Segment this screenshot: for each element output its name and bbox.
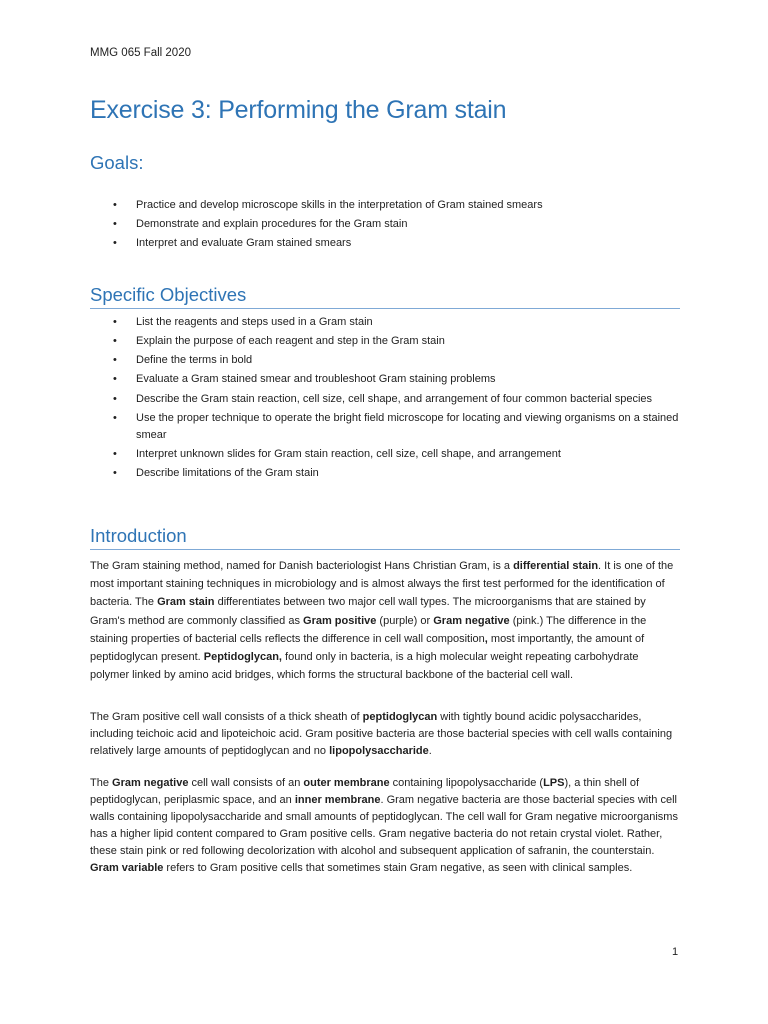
introduction-heading: Introduction — [90, 525, 680, 550]
list-item: • Demonstrate and explain procedures for the Gram stain — [90, 217, 680, 233]
intro-paragraph-1: The Gram staining method, named for Danish bacteriologist Hans Christian Gram, is a differential stain. It is one of the most important staining techniques in microbiology and is almost always the first test performed for the identification of bacteria. The Gram stain differentiates between two major cell wall types. The microorganisms that are stained by Gram's method are commonly classified as Gram positive (purple) or Gram negative (pink.) The difference in the staining properties of bacterial cells reflects the difference in cell wall composition, most importantly, the amount of peptidoglycan present. Peptidoglycan, found only in bacteria, is a high molecular weight repeating carbohydrate polymer linked by amino acid bridges, which forms the structural backbone of the bacterial cell wall. — [90, 560, 674, 682]
intro-paragraph-3: The Gram negative cell wall consists of an outer membrane containing lipopolysaccharide (LPS), a thin shell of peptidoglycan, periplasmic space, and an inner membrane. Gram negative bacteria are those bacterial species with cell walls containing lipopolysaccharide and small amounts of peptidoglycan. The cell wall for Gram negative microorganisms has a higher lipid content compared to Gram positive cells. Gram negative bacteria do not retain crystal violet. Rather, these stain pink or red following decolorization with alcohol and subsequent application of safranin, the counterstain. Gram variable refers to Gram positive cells that sometimes stain Gram negative, as seen with clinical samples. — [90, 777, 678, 874]
list-item: • Use the proper technique to operate the bright field microscope for locating and viewing organisms on a stained smear — [90, 410, 680, 444]
goals-list — [90, 198, 680, 255]
list-item: • Describe the Gram stain reaction, cell size, cell shape, and arrangement of four common bacterial species — [90, 391, 680, 407]
page-number: 1 — [672, 946, 679, 958]
course-header: MMG 065 Fall 2020 — [90, 47, 191, 59]
list-item: • List the reagents and steps used in a Gram stain — [90, 315, 680, 331]
goals-heading: Goals: — [90, 152, 144, 173]
list-item: • Interpret unknown slides for Gram stain reaction, cell size, cell shape, and arrangement — [90, 447, 680, 463]
intro-paragraph-2: The Gram positive cell wall consists of a thick sheath of peptidoglycan with tightly bound acidic polysaccharides, including teichoic acid and lipoteichoic acid. Gram positive bacteria are those bacterial species with cell walls containing relatively large amounts of peptidoglycan and no lipopolysaccharide. — [90, 711, 673, 757]
list-item: • Interpret and evaluate Gram stained smears — [90, 236, 680, 252]
list-item: • Evaluate a Gram stained smear and troubleshoot Gram staining problems — [90, 372, 680, 388]
list-item: • Describe limitations of the Gram stain — [90, 466, 680, 482]
list-item: • Practice and develop microscope skills in the interpretation of Gram stained smears — [90, 198, 680, 214]
objectives-list — [90, 315, 680, 485]
list-item: • Define the terms in bold — [90, 353, 680, 369]
list-item: • Explain the purpose of each reagent and step in the Gram stain — [90, 334, 680, 350]
objectives-heading: Specific Objectives — [90, 284, 680, 309]
page-title: Exercise 3: Performing the Gram stain — [90, 96, 507, 124]
